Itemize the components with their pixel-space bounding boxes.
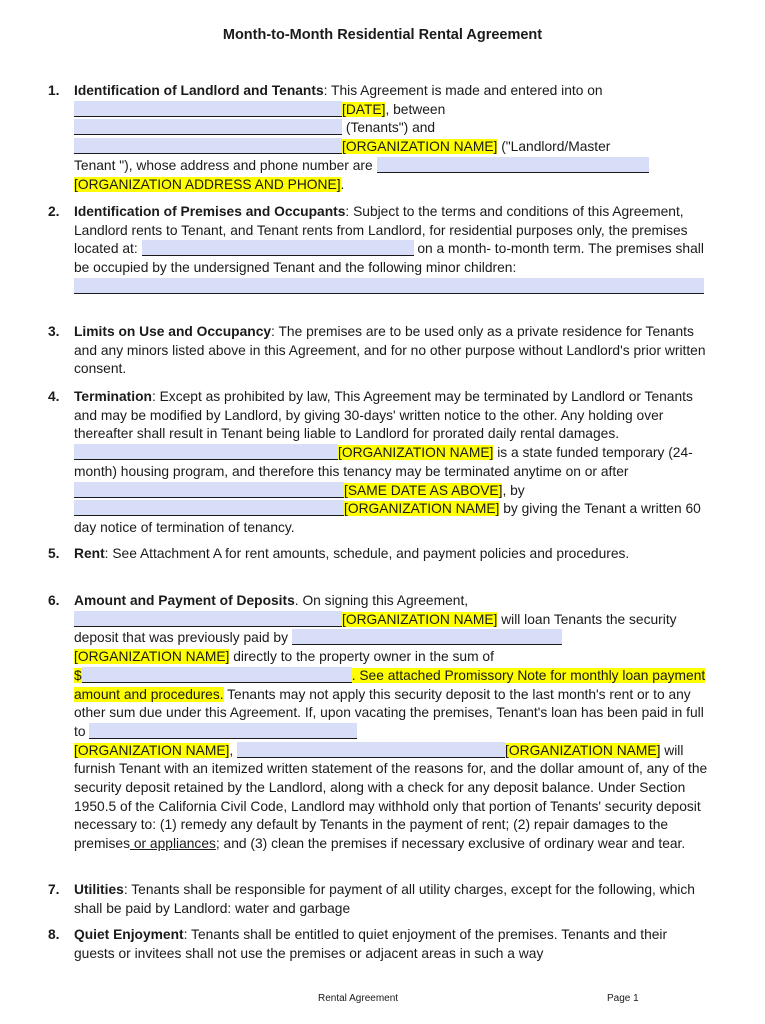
- loan-paid-field[interactable]: [89, 723, 357, 739]
- section-text: Tenants may not apply this security deposit to the last month's rent or to any other sum due under this Agreement. If, upon vacating the premises, Tenant's loan has been paid in full to: [74, 686, 704, 739]
- section-text: ("Landlord/Master: [497, 139, 611, 155]
- premises-address-field[interactable]: [142, 240, 414, 256]
- tenant-names-field[interactable]: [74, 119, 342, 135]
- section-number: 3.: [48, 324, 60, 339]
- org-name-placeholder: [ORGANIZATION NAME]: [342, 611, 498, 627]
- org-name-placeholder: [ORGANIZATION NAME]: [505, 742, 661, 758]
- section-1: [48, 82, 710, 194]
- section-text: by giving the Tenant a written 60 day notice of termination of tenancy.: [74, 501, 701, 535]
- section-heading: Termination: [74, 389, 152, 404]
- section-text: : This Agreement is made and entered into on: [323, 83, 603, 98]
- underlined-text: or appliances: [129, 836, 216, 852]
- section-heading: Limits on Use and Occupancy: [74, 324, 272, 339]
- org-name-placeholder: [ORGANIZATION NAME]: [74, 649, 230, 665]
- section-text: : Tenants shall be responsible for payment of all utility charges, except for the following, which shall be paid by Landlord: water and garbage: [74, 882, 695, 916]
- org-address-placeholder: [ORGANIZATION ADDRESS AND PHONE]: [74, 176, 341, 192]
- section-text: Tenant "), whose address and phone number are: [74, 157, 373, 173]
- deposit-field-2[interactable]: [237, 742, 505, 758]
- document-title: Month-to-Month Residential Rental Agreement: [222, 27, 543, 43]
- section-5: [48, 545, 710, 564]
- section-text: is a state funded temporary (24-month) housing program, and therefore this tenancy may be terminated anytime on or after: [74, 445, 693, 479]
- section-number: 1.: [48, 83, 60, 98]
- minor-children-field[interactable]: [74, 278, 704, 294]
- section-text: : The premises are to be used only as a private residence for Tenants and any minors listed above in this Agreement, and for no other purpose without Landlord's prior written consent.: [74, 324, 706, 377]
- section-text: : Subject to the terms and conditions of this Agreement, Landlord rents to Tenant, and Tenant rents from Landlord, for residential purposes only, the premises located at:: [74, 204, 688, 257]
- termination-field-1[interactable]: [74, 444, 338, 460]
- section-text: ,: [229, 742, 234, 758]
- section-6: [48, 592, 710, 854]
- footer-left: Rental Agreement: [318, 993, 399, 1004]
- section-3: [48, 323, 710, 379]
- section-text: . On signing this Agreement,: [294, 593, 469, 608]
- section-8: [48, 926, 710, 963]
- org-name-placeholder: [ORGANIZATION NAME]: [74, 742, 230, 758]
- section-text: : Except as prohibited by law, This Agreement may be terminated by Landlord or Tenants and may be modified by Landlord, by giving 30-days' written notice to the other. Any holding over thereafter shall result in Tenant being liable to Landlord for prorated daily rental damages.: [74, 389, 693, 442]
- org-name-placeholder: [ORGANIZATION NAME]: [338, 445, 494, 461]
- section-text: will furnish Tenant with an itemized written statement of the reasons for, and the dollar amount of, any of the security deposit retained by the Landlord, along with a check for any deposit balance. Under Section 1950.5 of the California Civil Code, Landlord may withhold only that portion of Tenants' security deposit necessary to: (1) remedy any default by Tenants in the payment of rent; (2) repair damages to the premises: [74, 742, 708, 852]
- org-name-placeholder: [ORGANIZATION NAME]: [344, 501, 500, 517]
- deposit-amount-field[interactable]: [82, 667, 352, 683]
- section-number: 4.: [48, 389, 60, 404]
- footer-page-number: Page 1: [607, 993, 639, 1004]
- section-text: , by: [502, 482, 525, 498]
- same-date-placeholder: [SAME DATE AS ABOVE]: [344, 482, 503, 498]
- termination-field-2[interactable]: [74, 500, 344, 516]
- section-text: ; and (3) clean the premises if necessary exclusive of ordinary wear and tear.: [215, 836, 686, 852]
- deposit-field-1[interactable]: [74, 611, 342, 627]
- section-text: .: [340, 176, 345, 192]
- section-text: : See Attachment A for rent amounts, schedule, and payment policies and procedures.: [104, 546, 630, 561]
- section-heading: Quiet Enjoyment: [74, 927, 184, 942]
- termination-date-field[interactable]: [74, 482, 344, 498]
- section-number: 2.: [48, 204, 60, 219]
- tenant-names-field-2[interactable]: [74, 138, 342, 154]
- section-7: [48, 881, 710, 918]
- date-placeholder: [DATE]: [342, 101, 386, 117]
- org-name-placeholder: [ORGANIZATION NAME]: [342, 139, 498, 155]
- section-text: (Tenants") and: [345, 120, 436, 136]
- section-text: will loan Tenants the security deposit that was previously paid by: [74, 611, 677, 646]
- landlord-address-field[interactable]: [377, 157, 649, 173]
- section-heading: Utilities: [74, 882, 124, 897]
- promissory-note-text: . See attached Promissory Note for monthly loan payment amount and procedures.: [74, 667, 706, 702]
- section-text: , between: [385, 101, 446, 117]
- section-4: [48, 388, 710, 538]
- agreement-date-field[interactable]: [74, 101, 342, 117]
- deposit-paid-by-field[interactable]: [292, 629, 562, 645]
- dollar-sign: $: [74, 667, 82, 683]
- section-number: 6.: [48, 593, 60, 608]
- section-text: directly to the property owner in the sum of: [229, 649, 494, 665]
- section-text: on a month- to-month term. The premises shall be occupied by the undersigned Tenant and the following minor children:: [74, 241, 704, 276]
- section-number: 5.: [48, 546, 60, 561]
- section-heading: Rent: [74, 546, 105, 561]
- section-heading: Identification of Landlord and Tenants: [74, 83, 324, 98]
- section-heading: Amount and Payment of Deposits: [74, 593, 295, 608]
- section-heading: Identification of Premises and Occupants: [74, 204, 346, 219]
- section-2: [48, 203, 710, 297]
- section-text: : Tenants shall be entitled to quiet enjoyment of the premises. Tenants and their guests or invitees shall not use the premises or adjacent areas in such a way: [74, 927, 668, 961]
- section-number: 8.: [48, 927, 60, 942]
- section-number: 7.: [48, 882, 60, 897]
